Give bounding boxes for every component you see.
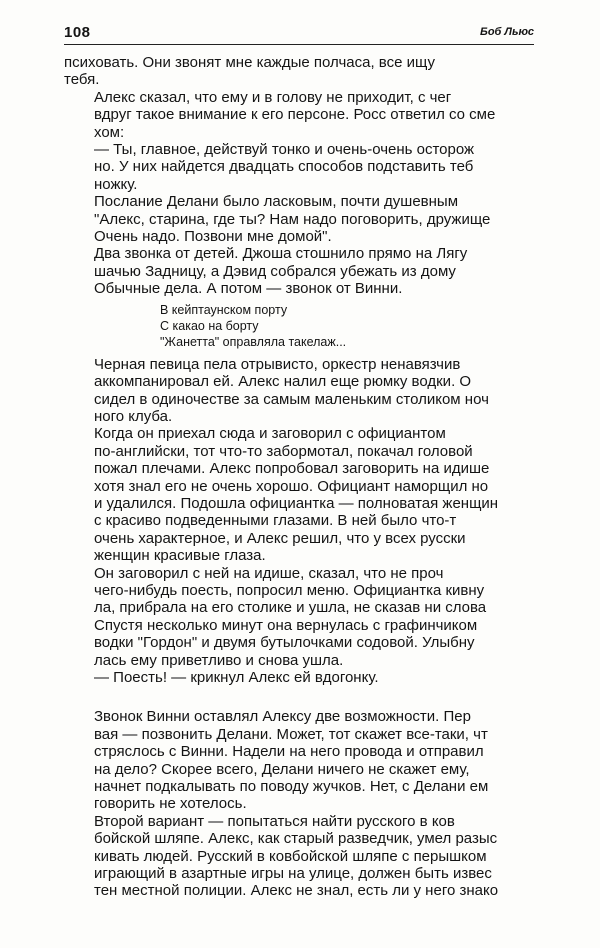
text-line: Очень надо. Позвони мне домой". [94,228,332,246]
text-line: стряслось с Винни. Надели на него провода и отправил [94,743,484,761]
text-line: Второй вариант — попытаться найти русского в ков [94,812,455,830]
paragraph [64,141,534,193]
text-line: хотя знал его не очень хорошо. Официант наморщил но [94,477,489,495]
text-line: Послание Делани было ласковым, почти душевным [94,193,459,211]
text-line: — Поесть! — крикнул Алекс ей вдогонку. [94,669,379,686]
text-line: и удалился. Подошла официантка — полноватая женщин [94,494,499,512]
paragraph [64,669,534,686]
text-line: на дело? Скорее всего, Делани ничего не скажет ему, [94,760,470,778]
paragraph [64,54,534,89]
section-break [64,686,534,708]
text-line: кивать людей. Русский в ковбойской шляпе с перышком [94,847,487,865]
paragraph [64,565,534,669]
verse-line: С какао на борту [160,318,259,333]
running-title: Боб Льюс [480,26,534,38]
text-line: шачью Задницу, а Дэвид собрался убежать из дому [94,262,456,280]
text-line: сидел в одиночестве за самым маленьким столиком ноч [94,390,489,408]
text-line: чего-нибудь поесть, попросил меню. Официантка кивну [94,581,485,599]
text-line: тебя. [64,71,100,89]
text-line: Когда он приехал сюда и заговорил с официантом [94,425,446,443]
text-line: водки "Гордон" и двумя бутылочками содовой. Улыбну [94,634,475,652]
paragraph [64,245,534,297]
paragraph [64,425,534,564]
text-block-options [64,708,534,899]
paragraph [64,356,534,426]
text-line: Обычные дела. А потом — звонок от Винни. [94,280,403,298]
text-line: по-английски, тот что-то забормотал, покачал головой [94,442,473,460]
text-line: вая — позвонить Делани. Может, тот скажет все-таки, чт [94,725,488,743]
verse-line: "Жанетта" оправляла такелаж... [160,334,347,349]
text-line: бойской шляпе. Алекс, как старый разведчик, умел разыс [94,830,498,848]
text-line: Черная певица пела отрывисто, оркестр ненавязчив [94,355,461,373]
text-block-club [64,356,534,687]
text-line: психовать. Они звонят мне каждые полчаса, все ищу [64,54,435,71]
text-line: хом: [94,123,125,141]
text-line: ного клуба. [94,407,173,425]
text-line: играющий в азартные игры на улице, должен быть извес [94,865,492,883]
text-line: Два звонка от детей. Джоша стошнило прямо на Лягу [94,245,468,263]
text-line: — Ты, главное, действуй тонко и очень-очень осторож [94,141,475,159]
text-line: начнет подкалывать по поводу жучков. Нет, с Делани ем [94,778,489,796]
text-line: ла, прибрала на его столике и ушла, не сказав ни слова [94,599,487,617]
text-line: тен местной полиции. Алекс не знал, есть ли у него знако [94,882,499,900]
text-line: Он заговорил с ней на идише, сказал, что не проч [94,564,444,582]
text-line: Звонок Винни оставлял Алексу две возможности. Пер [94,708,471,726]
verse-line: В кейптаунском порту [160,302,288,317]
text-line: ножку. [94,175,138,193]
text-line: Алекс сказал, что ему и в голову не приходит, с чег [94,88,452,106]
text-line: "Алекс, старина, где ты? Нам надо поговорить, дружище [94,210,491,228]
paragraph [64,193,534,245]
text-line: но. У них найдется двадцать способов подставить теб [94,158,474,176]
song-verse [160,302,534,350]
text-line: Спустя несколько минут она вернулась с графинчиком [94,616,478,634]
text-line: говорить не хотелось. [94,795,247,813]
page-number: 108 [64,24,91,41]
text-line: очень характерное, и Алекс решил, что у всех русски [94,529,466,547]
paragraph [64,813,534,900]
text-block-intro [64,54,534,298]
page-body [64,54,534,924]
text-line: с красиво подведенными глазами. В ней было что-т [94,512,457,530]
text-line: вдруг такое внимание к его персоне. Росс ответил со сме [94,106,496,124]
text-line: пожал плечами. Алекс попробовал заговорить на идише [94,460,490,478]
text-line: лась ему приветливо и снова ушла. [94,651,344,669]
paragraph [64,708,534,812]
page-header [64,24,534,45]
paragraph [64,89,534,141]
text-line: женщин красивые глаза. [94,547,266,565]
text-line: аккомпанировал ей. Алекс налил еще рюмку водки. О [94,373,472,391]
